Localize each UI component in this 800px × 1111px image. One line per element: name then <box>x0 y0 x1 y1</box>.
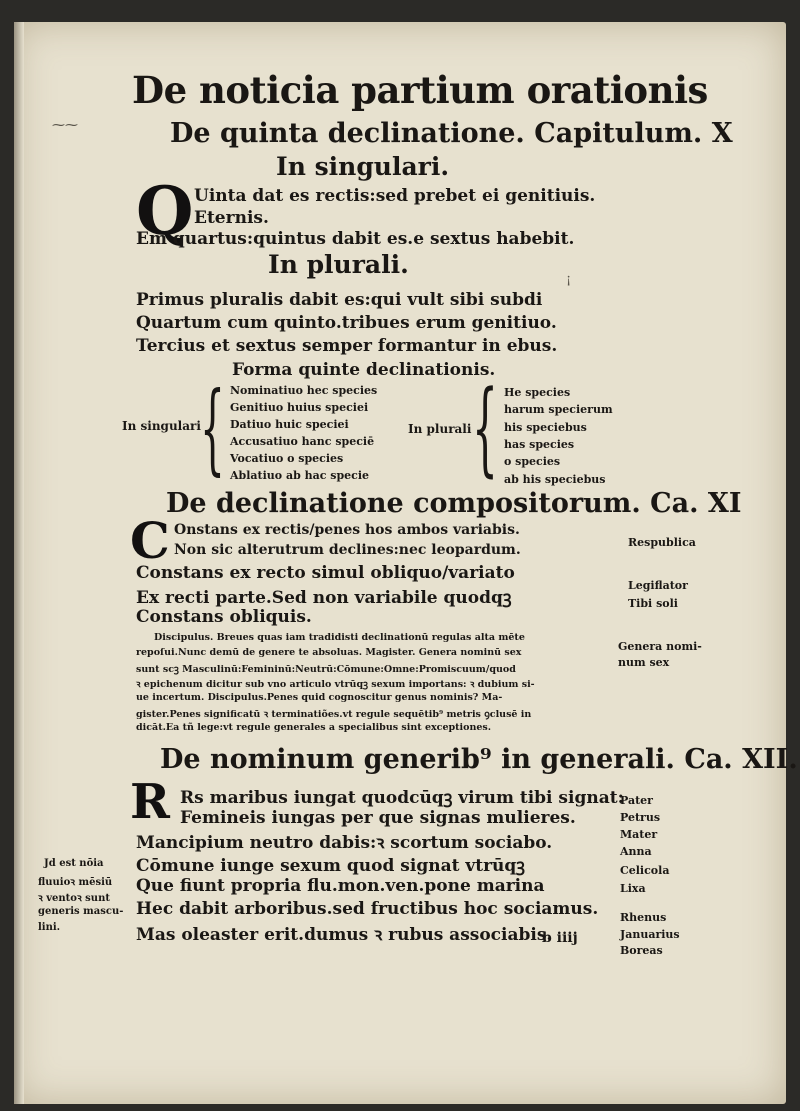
verse-line: Non sic alterutrum declines:nec leopardum. <box>174 542 521 558</box>
verse-line: Rs maribus iungat quodcūqꝫ virum tibi signat: <box>180 788 624 808</box>
verse-line: Tercius et sextus semper formantur in ebus. <box>136 336 558 356</box>
case-form: He species <box>504 386 571 399</box>
plural-label: In plurali <box>408 422 472 436</box>
page-heading: De noticia partium orationis <box>132 68 708 112</box>
verse-line: Cōmune iunge sexum quod signat vtrūqꝫ <box>136 856 525 876</box>
case-form: harum specierum <box>504 403 613 416</box>
margin-note: Legiflator <box>628 579 688 592</box>
case-form: Ablatiuo ab hac specie <box>230 469 370 482</box>
margin-mark: ⁓⁓ <box>52 118 78 133</box>
margin-note: Boreas <box>620 944 663 957</box>
prose-line: gister.Penes significatū ꝛ terminatiões.vt regule sequētib⁹ metris ꝯclusē in <box>136 709 532 720</box>
verse-line: Eternis. <box>194 208 269 228</box>
verse-line: Mas oleaster erit.dumus ꝛ rubus associabis. <box>136 925 553 945</box>
case-form: Nominatiuo hec species <box>230 384 378 397</box>
margin-note: Januarius <box>620 928 680 941</box>
verse-line: Ex recti parte.Sed non variabile quodqꝫ <box>136 588 512 608</box>
initial-letter-q: Q <box>136 172 194 250</box>
margin-note: Pater <box>620 794 653 807</box>
prose-line: sunt scꝫ Masculinū:Femininū:Neutrū:Cōmune:Omne:Promiscuum/quod <box>136 664 516 675</box>
verse-line: Hec dabit arboribus.sed fructibus hoc sociamus. <box>136 899 599 919</box>
margin-note: Lixa <box>620 882 646 895</box>
left-margin-note: lini. <box>38 922 61 933</box>
forma-title: Forma quinte declinationis. <box>232 360 496 380</box>
margin-note: Mater <box>620 828 658 841</box>
brace-plural: { <box>472 369 498 488</box>
left-margin-note: Jd est nōia <box>44 858 104 869</box>
initial-letter-c: C <box>130 511 170 570</box>
section-title-compositorum: De declinatione compositorum. Ca. XI <box>166 488 742 519</box>
verse-line: Uinta dat es rectis:sed prebet ei genitiuis. <box>194 186 596 206</box>
verse-line: Onstans ex rectis/penes hos ambos variabis. <box>174 522 520 538</box>
case-form: o species <box>504 455 561 468</box>
verse-line: Em quartus:quintus dabit es.e sextus habebit. <box>136 229 575 249</box>
case-form: ab his speciebus <box>504 473 606 486</box>
margin-note: Celicola <box>620 864 670 877</box>
book-page <box>14 22 798 1104</box>
left-margin-note: ꝛ ventoꝛ sunt <box>38 893 110 904</box>
prose-line: dicāt.Ea tñ lege:vt regule generales a specialibus sint exceptiones. <box>136 722 492 733</box>
margin-note: Rhenus <box>620 911 667 924</box>
case-form: has species <box>504 438 575 451</box>
margin-note: Petrus <box>620 811 661 824</box>
page-gutter-shadow <box>14 22 24 1104</box>
verse-line: Quartum cum quinto.tribues erum genitiuo. <box>136 313 557 333</box>
case-form: Accusatiuo hanc speciē <box>230 435 375 448</box>
margin-mark: ¡ <box>566 272 572 287</box>
margin-note: Anna <box>620 845 652 858</box>
section-title-generibus: De nominum generib⁹ in generali. Ca. XII. <box>160 744 798 775</box>
brace-singular: { <box>200 372 225 486</box>
singular-label: In singulari <box>122 419 201 433</box>
case-form: Datiuo huic speciei <box>230 418 349 431</box>
margin-note: Genera nomi- <box>618 640 702 653</box>
section-title-quinta: De quinta declinatione. Capitulum. X <box>170 118 733 149</box>
case-form: Vocatiuo o species <box>230 452 344 465</box>
prose-line: ꝛ epichenum dicitur sub vno articulo vtrūqꝫ sexum importans: ꝛ dubium si- <box>136 679 535 690</box>
case-form: his speciebus <box>504 421 587 434</box>
subheading-singulari: In singulari. <box>276 152 450 181</box>
verse-line: Que fiunt propria flu.mon.ven.pone marina <box>136 876 545 896</box>
verse-line: Primus pluralis dabit es:qui vult sibi subdi <box>136 290 543 310</box>
margin-note: Tibi soli <box>628 597 678 610</box>
prose-line: Discipulus. Breues quas iam tradidisti declinationū regulas alta mēte <box>154 632 525 643</box>
left-margin-note: fluuioꝛ mēsiū <box>38 877 113 888</box>
verse-line: Femineis iungas per que signas mulieres. <box>180 808 576 828</box>
prose-line: repoſui.Nunc demū de genere te absoluas. Magister. Genera nominū sex <box>136 647 522 658</box>
verse-line: Constans obliquis. <box>136 607 312 627</box>
verse-line: Mancipium neutro dabis:ꝛ scortum sociabo. <box>136 833 553 853</box>
initial-letter-r: R <box>130 774 170 830</box>
signature-mark: b iiij <box>542 930 578 946</box>
case-form: Genitiuo huius speciei <box>230 401 369 414</box>
subheading-plurali: In plurali. <box>268 250 409 279</box>
margin-note: num sex <box>618 656 670 669</box>
verse-line: Constans ex recto simul obliquo/variato <box>136 563 515 583</box>
left-margin-note: generis mascu- <box>38 906 124 917</box>
prose-line: ue incertum. Discipulus.Penes quid cognoscitur genus nominis? Ma- <box>136 692 503 703</box>
margin-note: Respublica <box>628 536 696 549</box>
